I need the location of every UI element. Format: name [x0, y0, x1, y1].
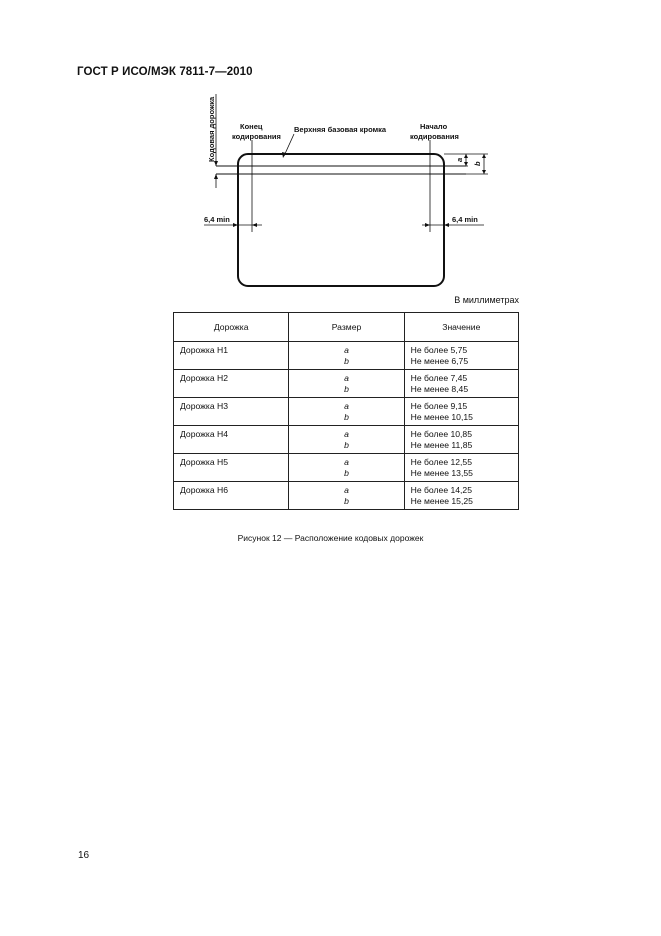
card-diagram — [190, 92, 510, 297]
dim-label: b — [344, 468, 349, 478]
start-encoding-label-1: Начало — [420, 122, 448, 131]
dim-label: b — [344, 440, 349, 450]
dim-label: a — [344, 345, 349, 355]
dim-label: b — [344, 496, 349, 506]
end-encoding-label-1: Конец — [240, 122, 263, 131]
table-row — [174, 454, 519, 482]
track-name: Дорожка Н4 — [174, 426, 289, 454]
track-name: Дорожка Н5 — [174, 454, 289, 482]
figure-caption: Рисунок 12 — Расположение кодовых дорожек — [237, 533, 424, 543]
dim-label: a — [344, 401, 349, 411]
value-text: Не более 10,85 — [410, 429, 472, 439]
dim-label: a — [344, 373, 349, 383]
dim-b-label: b — [473, 161, 482, 166]
value-text: Не более 14,25 — [410, 485, 472, 495]
dim-label: b — [344, 412, 349, 422]
dim-label: b — [344, 356, 349, 366]
dim-left-label: 6,4 min — [204, 215, 230, 224]
track-name: Дорожка Н1 — [174, 342, 289, 370]
end-encoding-label-2: кодирования — [232, 132, 281, 141]
dim-right-label: 6,4 min — [452, 215, 478, 224]
dim-label: a — [344, 429, 349, 439]
column-header: Значение — [404, 313, 518, 342]
value-text: Не более 12,55 — [410, 457, 472, 467]
table-row — [174, 426, 519, 454]
value-text: Не более 9,15 — [410, 401, 468, 411]
table-row — [174, 398, 519, 426]
column-header: Дорожка — [174, 313, 289, 342]
page-number: 16 — [78, 850, 90, 861]
document-header: ГОСТ Р ИСО/МЭК 7811-7—2010 — [77, 66, 253, 78]
track-location-figure — [190, 92, 510, 297]
track-vertical-label: Кодовая дорожка — [207, 96, 216, 162]
start-encoding-label-2: кодирования — [410, 132, 459, 141]
table-header-row — [174, 313, 519, 342]
table-row — [174, 482, 519, 510]
value-text: Не менее 11,85 — [410, 440, 473, 450]
track-name: Дорожка Н3 — [174, 398, 289, 426]
track-name: Дорожка Н6 — [174, 482, 289, 510]
dim-a-label: a — [455, 157, 464, 162]
value-text: Не менее 10,15 — [410, 412, 473, 422]
value-text: Не более 7,45 — [410, 373, 468, 383]
value-text: Не менее 6,75 — [410, 356, 469, 366]
top-edge-label: Верхняя базовая кромка — [294, 125, 387, 134]
track-name: Дорожка Н2 — [174, 370, 289, 398]
value-text: Не менее 15,25 — [410, 496, 473, 506]
value-text: Не менее 13,55 — [410, 468, 473, 478]
table-row — [174, 370, 519, 398]
dim-label: a — [344, 457, 349, 467]
table-row — [174, 342, 519, 370]
dim-label: a — [344, 485, 349, 495]
value-text: Не менее 8,45 — [410, 384, 469, 394]
units-note: В миллиметрах — [454, 295, 519, 305]
track-table — [173, 312, 519, 510]
dim-label: b — [344, 384, 349, 394]
column-header: Размер — [289, 313, 404, 342]
value-text: Не более 5,75 — [410, 345, 468, 355]
